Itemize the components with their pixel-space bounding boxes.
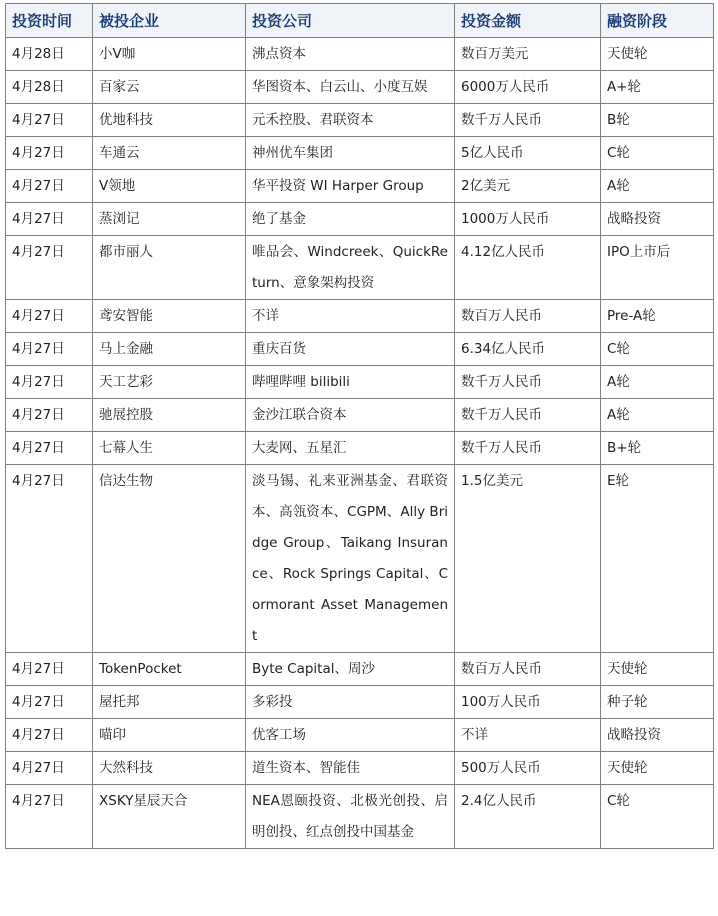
cell-stage: A轮 xyxy=(601,366,714,399)
cell-amount: 1.5亿美元 xyxy=(455,465,601,653)
cell-company: 马上金融 xyxy=(93,333,246,366)
cell-amount: 数千万人民币 xyxy=(455,399,601,432)
table-row xyxy=(6,785,714,849)
cell-company: 百家云 xyxy=(93,71,246,104)
table-row xyxy=(6,399,714,432)
cell-investors: 重庆百货 xyxy=(246,333,455,366)
cell-amount: 6.34亿人民币 xyxy=(455,333,601,366)
cell-stage: 天使轮 xyxy=(601,752,714,785)
table-row xyxy=(6,432,714,465)
cell-date: 4月28日 xyxy=(6,71,93,104)
cell-amount: 数百万美元 xyxy=(455,38,601,71)
table-row xyxy=(6,38,714,71)
table-row xyxy=(6,170,714,203)
cell-amount: 数千万人民币 xyxy=(455,432,601,465)
cell-date: 4月27日 xyxy=(6,203,93,236)
cell-company: 天工艺彩 xyxy=(93,366,246,399)
cell-company: 驰展控股 xyxy=(93,399,246,432)
header-investors: 投资公司 xyxy=(246,4,455,38)
cell-investors: 多彩投 xyxy=(246,686,455,719)
cell-stage: C轮 xyxy=(601,333,714,366)
cell-date: 4月27日 xyxy=(6,432,93,465)
table-row xyxy=(6,71,714,104)
cell-stage: 种子轮 xyxy=(601,686,714,719)
cell-investors: 道生资本、智能佳 xyxy=(246,752,455,785)
cell-stage: 战略投资 xyxy=(601,203,714,236)
cell-investors: 不详 xyxy=(246,300,455,333)
cell-company: 车通云 xyxy=(93,137,246,170)
cell-amount: 2亿美元 xyxy=(455,170,601,203)
table-row xyxy=(6,333,714,366)
table-row xyxy=(6,300,714,333)
header-row xyxy=(6,4,714,38)
cell-stage: IPO上市后 xyxy=(601,236,714,300)
table-row xyxy=(6,203,714,236)
cell-stage: A轮 xyxy=(601,170,714,203)
cell-stage: Pre-A轮 xyxy=(601,300,714,333)
cell-investors: 大麦网、五星汇 xyxy=(246,432,455,465)
cell-investors: NEA恩颐投资、北极光创投、启明创投、红点创投中国基金 xyxy=(246,785,455,849)
cell-investors: 淡马锡、礼来亚洲基金、君联资本、高瓴资本、CGPM、Ally Bridge Group、Taikang Insurance、Rock Springs Capital、Cormorant Asset Management xyxy=(246,465,455,653)
cell-investors: 绝了基金 xyxy=(246,203,455,236)
table-row xyxy=(6,104,714,137)
cell-investors: 唯品会、Windcreek、QuickReturn、意象架构投资 xyxy=(246,236,455,300)
cell-amount: 6000万人民币 xyxy=(455,71,601,104)
cell-investors: 华图资本、白云山、小度互娱 xyxy=(246,71,455,104)
cell-stage: C轮 xyxy=(601,137,714,170)
cell-company: V领地 xyxy=(93,170,246,203)
cell-date: 4月27日 xyxy=(6,236,93,300)
cell-date: 4月27日 xyxy=(6,104,93,137)
cell-date: 4月27日 xyxy=(6,333,93,366)
cell-company: XSKY星辰天合 xyxy=(93,785,246,849)
cell-company: 优地科技 xyxy=(93,104,246,137)
table-row xyxy=(6,465,714,653)
cell-stage: 天使轮 xyxy=(601,653,714,686)
cell-stage: 战略投资 xyxy=(601,719,714,752)
cell-stage: 天使轮 xyxy=(601,38,714,71)
cell-amount: 500万人民币 xyxy=(455,752,601,785)
cell-investors: 金沙江联合资本 xyxy=(246,399,455,432)
cell-date: 4月27日 xyxy=(6,653,93,686)
cell-date: 4月28日 xyxy=(6,38,93,71)
cell-date: 4月27日 xyxy=(6,752,93,785)
cell-investors: 优客工场 xyxy=(246,719,455,752)
header-date: 投资时间 xyxy=(6,4,93,38)
cell-investors: 哔哩哔哩 bilibili xyxy=(246,366,455,399)
cell-company: 信达生物 xyxy=(93,465,246,653)
table-row xyxy=(6,752,714,785)
cell-investors: 元禾控股、君联资本 xyxy=(246,104,455,137)
cell-date: 4月27日 xyxy=(6,465,93,653)
cell-investors: 神州优车集团 xyxy=(246,137,455,170)
table-row xyxy=(6,236,714,300)
cell-company: 小V咖 xyxy=(93,38,246,71)
cell-date: 4月27日 xyxy=(6,137,93,170)
cell-stage: B+轮 xyxy=(601,432,714,465)
table-row xyxy=(6,719,714,752)
cell-date: 4月27日 xyxy=(6,686,93,719)
cell-stage: B轮 xyxy=(601,104,714,137)
cell-date: 4月27日 xyxy=(6,399,93,432)
cell-company: TokenPocket xyxy=(93,653,246,686)
cell-amount: 4.12亿人民币 xyxy=(455,236,601,300)
cell-company: 蒸浏记 xyxy=(93,203,246,236)
cell-company: 都市丽人 xyxy=(93,236,246,300)
cell-investors: 华平投资 WI Harper Group xyxy=(246,170,455,203)
table-row xyxy=(6,137,714,170)
cell-company: 大然科技 xyxy=(93,752,246,785)
cell-amount: 数千万人民币 xyxy=(455,366,601,399)
cell-company: 鸢安智能 xyxy=(93,300,246,333)
cell-amount: 2.4亿人民币 xyxy=(455,785,601,849)
header-company: 被投企业 xyxy=(93,4,246,38)
header-stage: 融资阶段 xyxy=(601,4,714,38)
cell-stage: A+轮 xyxy=(601,71,714,104)
cell-amount: 不详 xyxy=(455,719,601,752)
cell-stage: E轮 xyxy=(601,465,714,653)
cell-amount: 1000万人民币 xyxy=(455,203,601,236)
cell-stage: C轮 xyxy=(601,785,714,849)
cell-date: 4月27日 xyxy=(6,300,93,333)
cell-amount: 数百万人民币 xyxy=(455,300,601,333)
cell-stage: A轮 xyxy=(601,399,714,432)
table-row xyxy=(6,366,714,399)
table-body xyxy=(6,38,714,849)
cell-amount: 数千万人民币 xyxy=(455,104,601,137)
cell-investors: 沸点资本 xyxy=(246,38,455,71)
table-row xyxy=(6,653,714,686)
cell-company: 喵印 xyxy=(93,719,246,752)
cell-company: 屋托邦 xyxy=(93,686,246,719)
table-row xyxy=(6,686,714,719)
cell-date: 4月27日 xyxy=(6,719,93,752)
cell-date: 4月27日 xyxy=(6,170,93,203)
cell-date: 4月27日 xyxy=(6,366,93,399)
cell-company: 七幕人生 xyxy=(93,432,246,465)
cell-date: 4月27日 xyxy=(6,785,93,849)
cell-investors: Byte Capital、周沙 xyxy=(246,653,455,686)
header-amount: 投资金额 xyxy=(455,4,601,38)
cell-amount: 数百万人民币 xyxy=(455,653,601,686)
cell-amount: 5亿人民币 xyxy=(455,137,601,170)
cell-amount: 100万人民币 xyxy=(455,686,601,719)
investment-table xyxy=(5,3,714,849)
